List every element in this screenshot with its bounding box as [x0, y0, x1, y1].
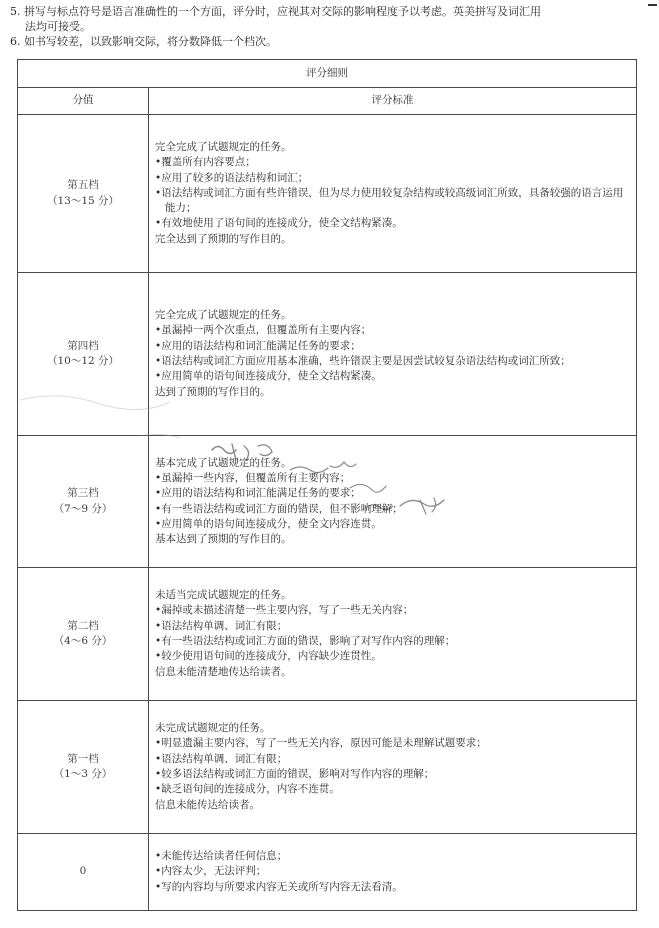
criteria-cell — [149, 273, 637, 436]
criteria-line: 完全达到了预期的写作目的。 — [155, 232, 292, 245]
column-header-criteria: 评分标准 — [149, 88, 637, 115]
criteria-line: •虽漏掉一两个次重点，但覆盖所有主要内容； — [155, 324, 372, 337]
level-range: （10～12 分） — [46, 355, 120, 367]
table-title-row — [18, 60, 637, 88]
criteria-line: •应用的语法结构和词汇能满足任务的要求； — [155, 487, 361, 500]
criteria-cell — [149, 568, 637, 701]
level-cell — [18, 115, 149, 273]
level-cell — [18, 568, 149, 701]
table-title: 评分细则 — [18, 60, 637, 88]
criteria-line: 基本达到了预期的写作目的。 — [155, 533, 292, 546]
level-cell — [18, 834, 149, 911]
criteria-line: •写的内容均与所要求内容无关或所写内容无法看清。 — [155, 880, 403, 893]
scoring-notes — [10, 4, 650, 49]
table-row — [18, 115, 637, 273]
criteria-line: •语法结构或词汇方面有些许错误，但为尽力使用较复杂结构或较高级词汇所致，具备较强的语言运用能力； — [155, 186, 624, 215]
level-name: 第五档 — [67, 179, 99, 192]
note-5-continued: 法均可接受。 — [25, 20, 91, 33]
criteria-cell — [149, 436, 637, 568]
level-cell — [18, 436, 149, 568]
criteria-line: •应用的语法结构和词汇能满足任务的要求； — [155, 339, 361, 352]
criteria-line: •覆盖所有内容要点； — [155, 156, 256, 169]
table-row — [18, 436, 637, 568]
criteria-line: •语法结构单调、词汇有限； — [155, 752, 288, 765]
level-cell — [18, 701, 149, 834]
scoring-rubric-table — [17, 59, 637, 911]
criteria-line: 完全完成了试题规定的任务。 — [155, 140, 292, 153]
criteria-line: 信息未能清楚地传达给读者。 — [155, 665, 292, 678]
criteria-line: 未适当完成试题规定的任务。 — [155, 589, 292, 602]
level-name: 第一档 — [67, 752, 99, 765]
level-name: 第三档 — [67, 487, 99, 500]
column-header-score: 分值 — [18, 88, 149, 115]
criteria-line: •较少使用语句间的连接成分，内容缺少连贯性。 — [155, 650, 382, 663]
table-header-row — [18, 88, 637, 115]
note-6: 6. 如书写较差，以致影响交际，将分数降低一个档次。 — [10, 35, 277, 48]
criteria-line: 基本完成了试题规定的任务。 — [155, 456, 292, 469]
criteria-line: •应用了较多的语法结构和词汇； — [155, 171, 309, 184]
table-row — [18, 701, 637, 834]
criteria-line: •缺乏语句间的连接成分，内容不连贯。 — [155, 783, 340, 796]
criteria-line: •有效地使用了语句间的连接成分，使全文结构紧凑。 — [155, 217, 403, 230]
criteria-line: •应用简单的语句间连接成分，使全文内容连贯。 — [155, 517, 382, 530]
criteria-line: •虽漏掉一些内容，但覆盖所有主要内容； — [155, 471, 351, 484]
table-row — [18, 834, 637, 911]
criteria-line: 达到了预期的写作目的。 — [155, 385, 271, 398]
level-range: （4～6 分） — [53, 635, 113, 647]
level-range: （1～3 分） — [53, 768, 113, 780]
criteria-cell — [149, 115, 637, 273]
level-range: （7～9 分） — [53, 502, 113, 515]
table-row — [18, 568, 637, 701]
level-name: 第二档 — [67, 619, 99, 632]
criteria-line: •应用简单的语句间连接成分，使全文结构紧凑。 — [155, 370, 382, 383]
level-range: （13～15 分） — [46, 194, 120, 207]
table-row — [18, 273, 637, 436]
criteria-line: •漏掉或未描述清楚一些主要内容，写了一些无关内容； — [155, 604, 414, 617]
criteria-line: •明显遗漏主要内容，写了一些无关内容，原因可能是未理解试题要求； — [155, 737, 487, 750]
criteria-line: •有一些语法结构或词汇方面的错误，但不影响理解； — [155, 502, 403, 515]
note-5: 5. 拼写与标点符号是语言准确性的一个方面，评分时，应视其对交际的影响程度予以考虑。英美拼写及词汇用 — [10, 5, 541, 18]
criteria-line: •未能传达给读者任何信息； — [155, 850, 288, 863]
level-name: 0 — [79, 865, 87, 878]
criteria-line: •有一些语法结构或词汇方面的错误，影响了对写作内容的理解； — [155, 635, 456, 647]
criteria-line: •较多语法结构或词汇方面的错误，影响对写作内容的理解； — [155, 768, 435, 780]
level-cell — [18, 273, 149, 436]
criteria-line: •语法结构或词汇方面应用基本准确，些许错误主要是因尝试较复杂语法结构或词汇所致； — [155, 355, 571, 367]
criteria-line: •内容太少，无法评判； — [155, 865, 267, 878]
criteria-cell — [149, 834, 637, 911]
criteria-line: 信息未能传达给读者。 — [155, 798, 260, 811]
criteria-cell — [149, 701, 637, 834]
criteria-line: 未完成试题规定的任务。 — [155, 722, 271, 735]
criteria-line: 完全完成了试题规定的任务。 — [155, 309, 292, 322]
level-name: 第四档 — [67, 339, 99, 352]
criteria-line: •语法结构单调、词汇有限； — [155, 619, 288, 632]
